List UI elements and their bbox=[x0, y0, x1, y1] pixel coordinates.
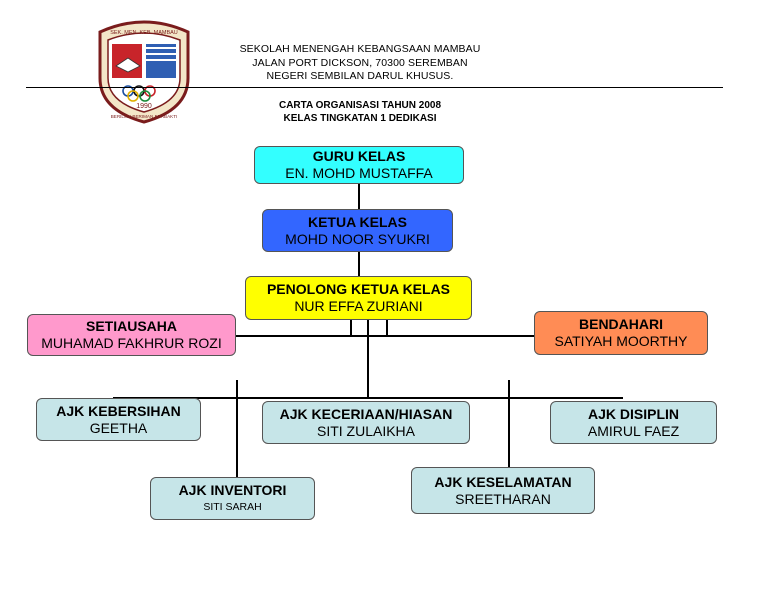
node-role: BENDAHARI bbox=[579, 316, 663, 332]
connector-tick-1 bbox=[350, 320, 352, 335]
node-ajk-keceriaan bbox=[262, 401, 470, 444]
node-role: AJK INVENTORI bbox=[178, 481, 287, 498]
school-crest-logo bbox=[92, 18, 196, 124]
class-title: KELAS TINGKATAN 1 DEDIKASI bbox=[283, 113, 437, 124]
node-person: SREETHARAN bbox=[455, 490, 551, 507]
node-person: MUHAMAD FAKHRUR ROZI bbox=[41, 335, 222, 351]
node-bendahari bbox=[534, 311, 708, 355]
connector-inventori bbox=[236, 380, 238, 477]
node-ketua-kelas bbox=[262, 209, 453, 252]
logo-year: 1990 bbox=[136, 103, 152, 110]
node-penolong-ketua-kelas bbox=[245, 276, 472, 320]
logo-motto: BERILMU BERIMAN BERBAKTI bbox=[110, 114, 178, 119]
node-role: AJK KESELAMATAN bbox=[434, 473, 572, 490]
node-ajk-disiplin bbox=[550, 401, 717, 444]
node-role: AJK KECERIAAN/HIASAN bbox=[279, 405, 453, 422]
node-person: SITI SARAH bbox=[203, 500, 262, 513]
node-ajk-keselamatan bbox=[411, 467, 595, 514]
connector-guru-ketua bbox=[358, 183, 360, 209]
node-role: AJK KEBERSIHAN bbox=[56, 402, 181, 419]
node-person: NUR EFFA ZURIANI bbox=[294, 298, 423, 314]
node-person: SITI ZULAIKHA bbox=[316, 422, 416, 439]
node-person: GEETHA bbox=[89, 419, 148, 436]
node-person: SATIYAH MOORTHY bbox=[554, 333, 688, 349]
node-person: MOHD NOOR SYUKRI bbox=[285, 230, 430, 247]
node-role: AJK DISIPLIN bbox=[587, 405, 679, 422]
connector-trunk bbox=[367, 320, 369, 398]
node-role: PENOLONG KETUA KELAS bbox=[266, 281, 451, 297]
node-guru-kelas bbox=[254, 146, 464, 184]
connector-ketua-penolong bbox=[358, 251, 360, 276]
node-role: GURU KELAS bbox=[312, 148, 406, 164]
node-ajk-kebersihan bbox=[36, 398, 201, 441]
connector-tick-2 bbox=[386, 320, 388, 335]
node-role: SETIAUSAHA bbox=[85, 318, 177, 334]
node-ajk-inventori bbox=[150, 477, 315, 520]
connector-setiausaha-bendahari bbox=[236, 335, 534, 337]
node-role: KETUA KELAS bbox=[307, 213, 408, 230]
logo-top-text: SEK. MEN. KEB. MAMBAU bbox=[110, 30, 178, 36]
node-person: EN. MOHD MUSTAFFA bbox=[285, 165, 433, 181]
connector-keselamatan bbox=[508, 380, 510, 468]
chart-title: CARTA ORGANISASI TAHUN 2008 bbox=[278, 100, 442, 111]
node-person: AMIRUL FAEZ bbox=[587, 422, 680, 439]
school-address-line2: NEGERI SEMBILAN DARUL KHUSUS. bbox=[266, 70, 454, 82]
node-setiausaha bbox=[27, 314, 236, 356]
school-address-line1: JALAN PORT DICKSON, 70300 SEREMBAN bbox=[252, 57, 468, 69]
header-divider bbox=[26, 87, 723, 88]
school-name: SEKOLAH MENENGAH KEBANGSAAN MAMBAU bbox=[239, 43, 481, 55]
